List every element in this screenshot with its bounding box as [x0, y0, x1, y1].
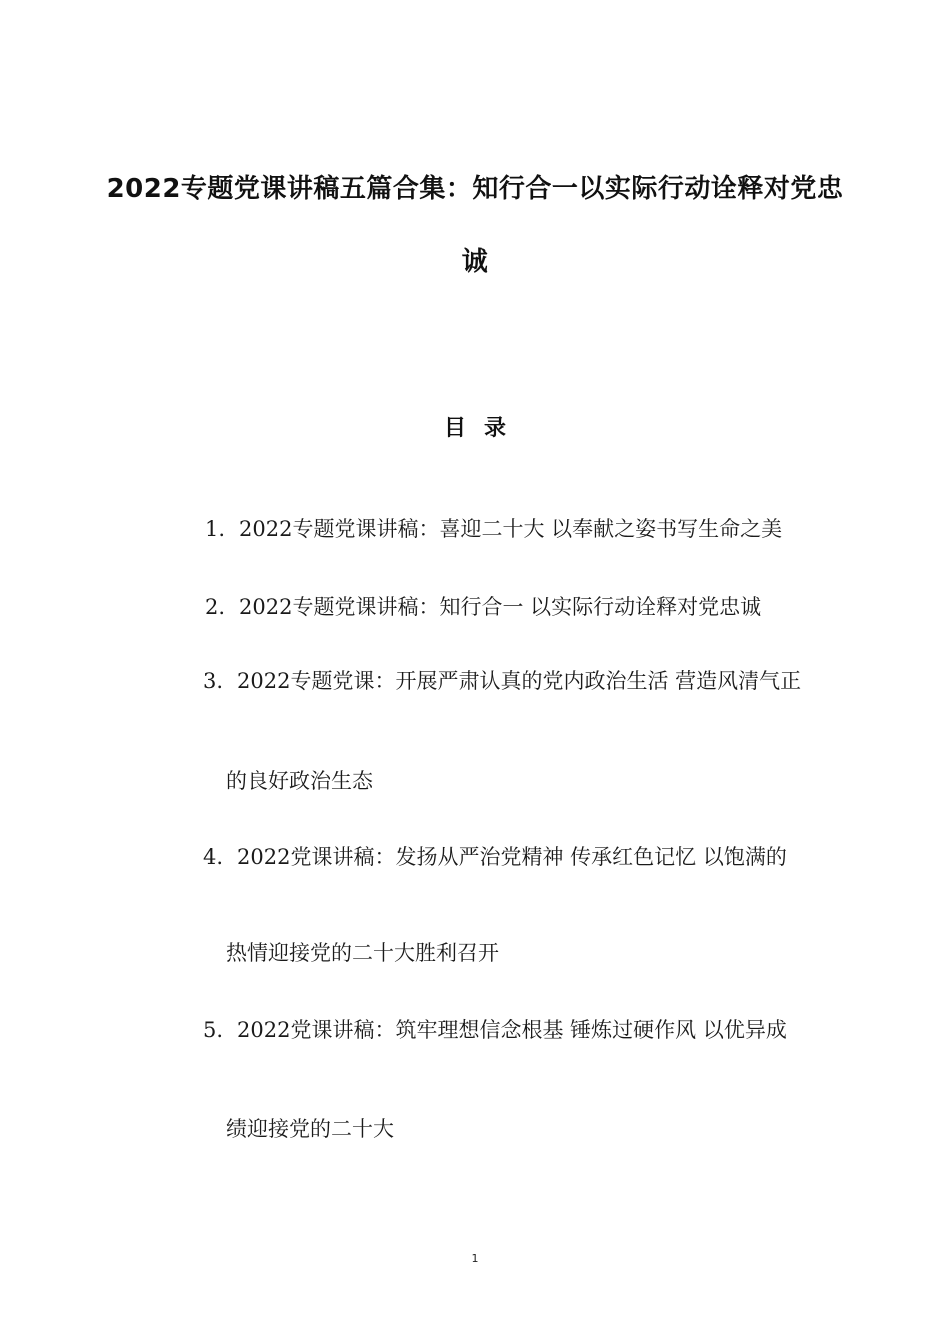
toc-item-5[interactable] [203, 1014, 787, 1044]
document-title-line-2: 诚 [461, 247, 489, 277]
toc-item-3-continuation[interactable]: 的良好政治生态 [226, 769, 373, 793]
toc-item-text: 2022党课讲稿：发扬从严治党精神 传承红色记忆 以饱满的 [237, 845, 787, 869]
toc-item-text: 2022党课讲稿：筑牢理想信念根基 锤炼过硬作风 以优异成 [237, 1018, 787, 1042]
toc-item-text: 2022专题党课讲稿：知行合一 以实际行动诠释对党忠诚 [239, 595, 762, 619]
toc-item-4-continuation[interactable]: 热情迎接党的二十大胜利召开 [226, 941, 499, 965]
toc-item-text: 2022专题党课讲稿：喜迎二十大 以奉献之姿书写生命之美 [239, 517, 783, 541]
toc-item-1[interactable] [205, 513, 782, 543]
document-title-line-1: 2022专题党课讲稿五篇合集：知行合一以实际行动诠释对党忠 [106, 174, 844, 204]
toc-item-3[interactable] [203, 665, 801, 695]
toc-item-number: 5. [203, 1018, 224, 1042]
toc-item-text: 2022专题党课：开展严肃认真的党内政治生活 营造风清气正 [237, 669, 802, 693]
toc-item-number: 2. [205, 595, 226, 619]
toc-item-number: 1. [205, 517, 226, 541]
toc-item-number: 4. [203, 845, 224, 869]
toc-heading: 目录 [443, 416, 524, 441]
toc-item-5-continuation[interactable]: 绩迎接党的二十大 [226, 1117, 394, 1141]
page-number: 1 [471, 1252, 479, 1265]
toc-item-2[interactable] [205, 591, 761, 621]
toc-item-number: 3. [203, 669, 224, 693]
toc-item-4[interactable] [203, 841, 787, 871]
